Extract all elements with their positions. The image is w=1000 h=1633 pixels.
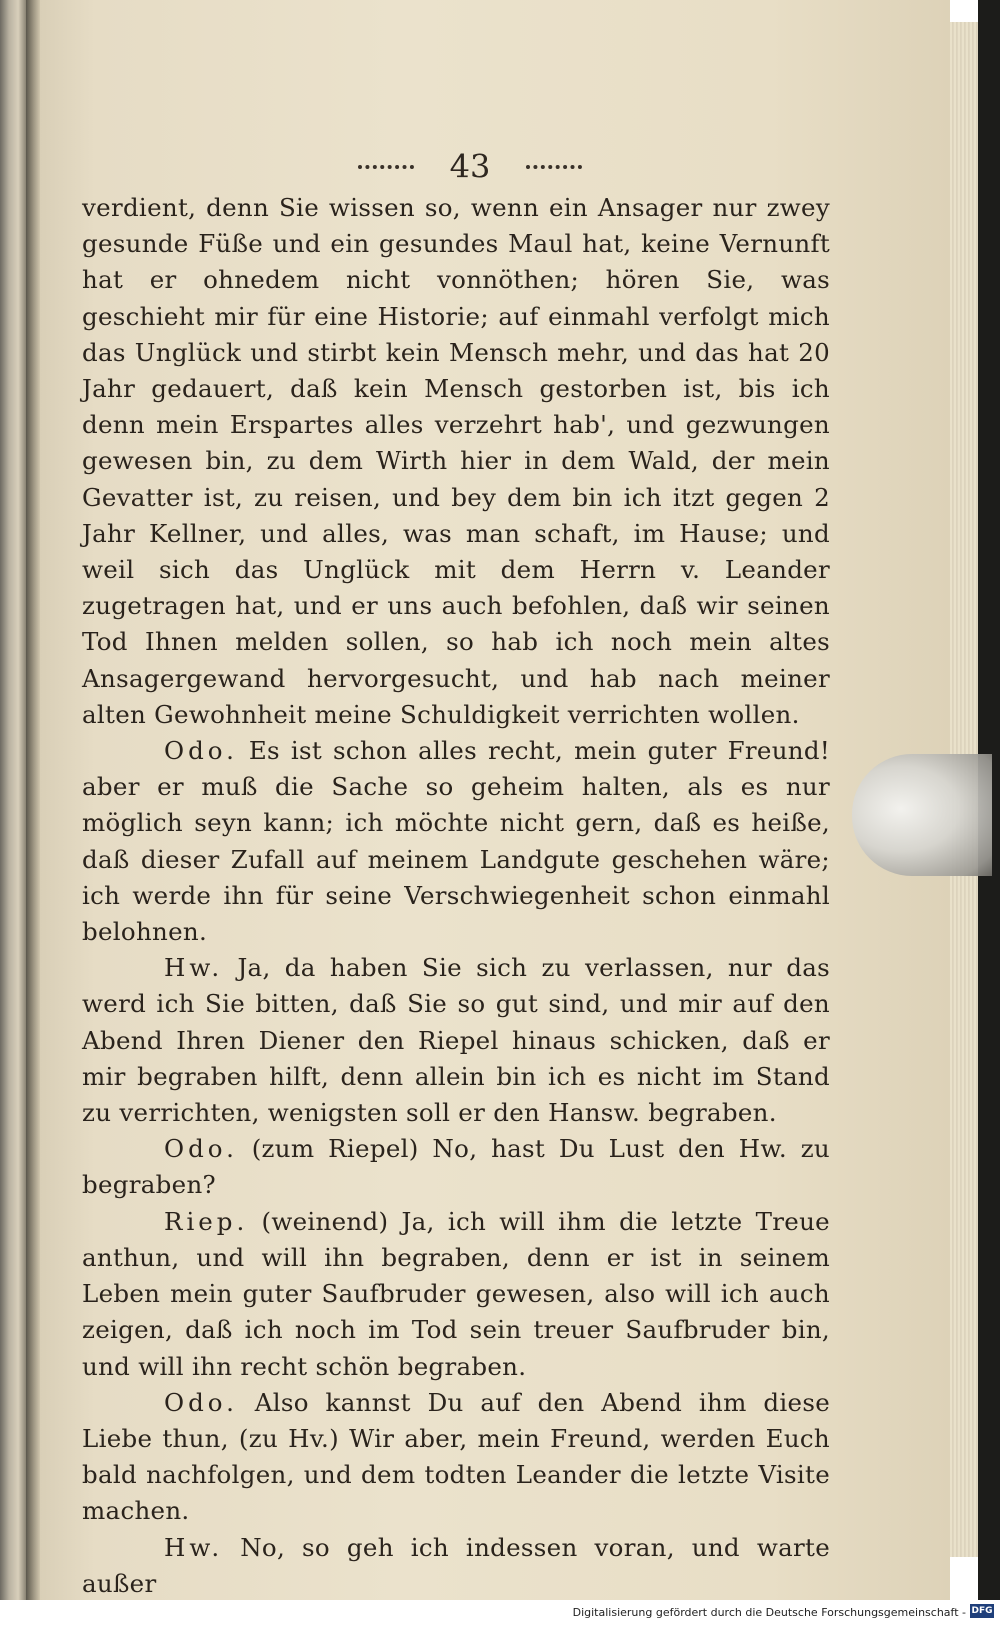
page-clip	[852, 754, 992, 876]
dfg-logo: DFG	[971, 1606, 993, 1616]
speaker-name: Odo.	[164, 1387, 238, 1417]
previous-page-edge	[0, 0, 26, 1600]
scan-footer	[0, 1600, 1000, 1633]
header-ornament-right	[526, 165, 582, 169]
paragraph	[82, 1530, 830, 1602]
page-text	[82, 190, 830, 1602]
header-ornament-left	[358, 165, 414, 169]
paragraph	[82, 1204, 830, 1385]
paragraph-text: verdient, denn Sie wissen so, wenn ein Ansager nur zwey gesunde Füße und ein gesundes Maul hat, keine Vernunft hat er ohnedem nicht vonnöthen; hören Sie, was geschieht mir für eine Historie; auf einmahl verfolgt mich das Unglück und stirbt kein Mensch mehr, und das hat 20 Jahr gedauert, daß kein Mensch gestorben ist, bis ich denn mein Erspartes alles verzehrt hab', und gezwungen gewesen bin, zu dem Wirth hier in dem Wald, der mein Gevatter ist, zu reisen, und bey dem bin ich itzt gegen 2 Jahr Kellner, und alles, was man schaft, im Hause; und weil sich das Unglück mit dem Herrn v. Leander zugetragen hat, und er uns auch befohlen, daß wir seinen Tod Ihnen melden sollen, so hab ich noch mein altes Ansagergewand hervorgesucht, und hab nach meiner alten Gewohnheit meine Schuldigkeit verrichten wollen.	[82, 193, 830, 729]
paragraph	[82, 190, 830, 733]
speaker-name: Odo.	[164, 1134, 238, 1164]
paragraph-text: Also kannst Du auf den Abend ihm diese Liebe thun, (zu Hv.) Wir aber, mein Freund, werden Euch bald nachfolgen, und dem todten Leander die letzte Visite machen.	[82, 1387, 831, 1526]
paragraph-text: (zum Riepel) No, hast Du Lust den Hw. zu begraben?	[82, 1134, 830, 1200]
paragraph	[82, 1385, 830, 1530]
book-gutter	[26, 0, 40, 1600]
page-header	[300, 145, 640, 189]
paragraph	[82, 733, 830, 950]
paragraph-text: Ja, da haben Sie sich zu verlassen, nur das werd ich Sie bitten, daß Sie so gut sind, und mir auf den Abend Ihren Diener den Riepel hinaus schicken, daß er mir begraben hilft, denn allein bin ich es nicht im Stand zu verrichten, wenigsten soll er den Hansw. begraben.	[82, 953, 831, 1128]
speaker-name: Hw.	[164, 1532, 224, 1562]
speaker-name: Hw.	[164, 953, 224, 983]
paragraph	[82, 950, 830, 1131]
page-number: 43	[449, 147, 491, 186]
paragraph-text: Es ist schon alles recht, mein guter Freund! aber er muß die Sache so geheim halten, als es nur möglich seyn kann; ich möchte nicht gern, daß es heiße, daß dieser Zufall auf meinem Landgute geschehen wäre; ich werde ihn für seine Verschwiegenheit schon einmahl belohnen.	[82, 736, 830, 947]
paragraph-text: No, so geh ich indessen voran, und warte außer	[82, 1532, 830, 1598]
funding-credit: Digitalisierung gefördert durch die Deutsche Forschungsgemeinschaft -	[572, 1606, 966, 1619]
speaker-name: Odo.	[164, 736, 238, 766]
speaker-name: Riep.	[164, 1206, 249, 1236]
paragraph	[82, 1131, 830, 1203]
paragraph-text: (weinend) Ja, ich will ihm die letzte Treue anthun, und will ihn begraben, denn er ist in seinem Leben mein guter Saufbruder gewesen, also will ich auch zeigen, daß ich noch im Tod sein treuer Saufbruder bin, und will ihn recht schön begraben.	[82, 1206, 830, 1381]
